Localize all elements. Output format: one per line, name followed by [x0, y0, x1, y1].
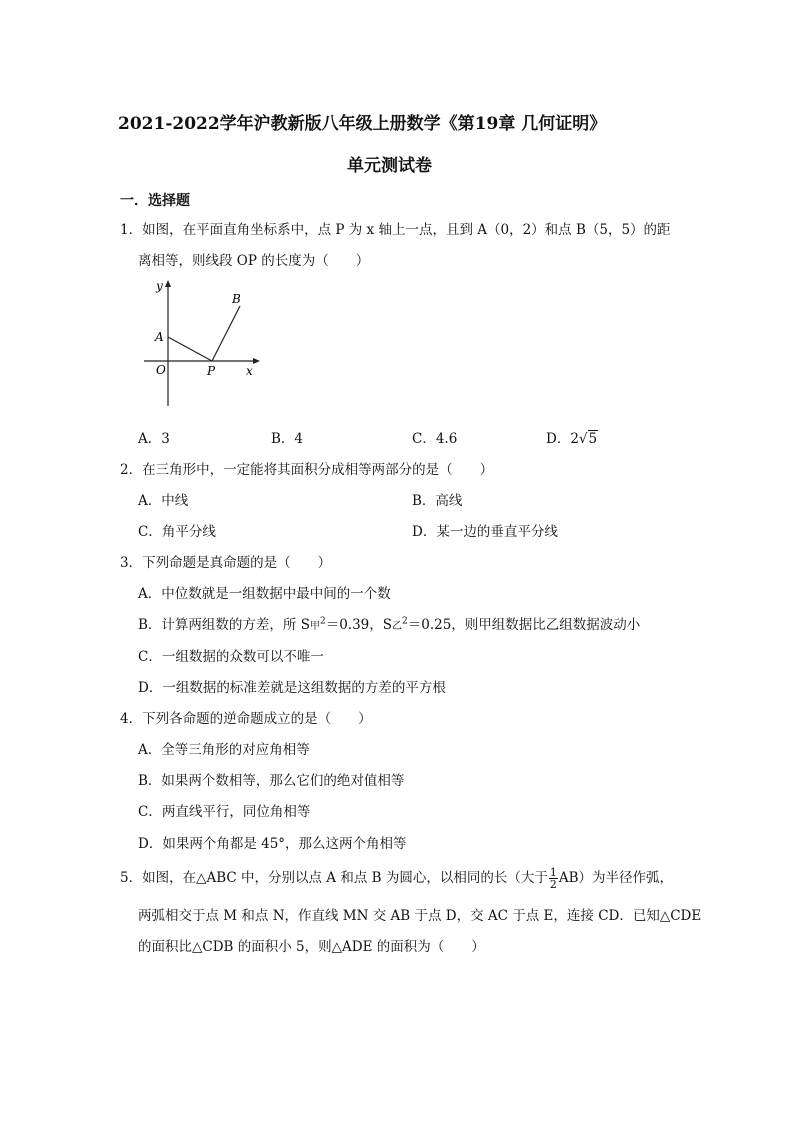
- q3-b-sub2: 乙: [392, 621, 403, 632]
- q4-option-d: D．如果两个角都是 45°，那么这两个角相等: [138, 836, 407, 852]
- q5-line1: [120, 866, 673, 890]
- q2-stem: 2．在三角形中，一定能将其面积分成相等两部分的是（ ）: [120, 462, 494, 478]
- label-a: A: [155, 330, 164, 344]
- q5-line2: 两弧相交于点 M 和点 N，作直线 MN 交 AB 于点 D，交 AC 于点 E，连接 CD．已知△CDE: [138, 908, 702, 924]
- q1-option-d-radicand: 5: [588, 431, 598, 447]
- q3-b-part2: ＝0.39，S: [325, 617, 393, 633]
- q1-stem-line1: 1．如图，在平面直角坐标系中，点 P 为 x 轴上一点，且到 A（0，2）和点 B（5，5）的距: [120, 222, 671, 238]
- half-fraction: [549, 867, 558, 890]
- label-o: O: [156, 363, 166, 377]
- q3-option-c: C．一组数据的众数可以不唯一: [138, 649, 324, 665]
- q3-b-sup1: 2: [319, 616, 326, 627]
- q1-option-d-prefix: D．2: [546, 431, 579, 447]
- q2-option-c: C．角平分线: [138, 524, 216, 540]
- doc-title-line1: 2021-2022学年沪教新版八年级上册数学《第19章 几何证明》: [118, 114, 607, 134]
- q5-line3: 的面积比△CDB 的面积小 5，则△ADE 的面积为（ ）: [138, 939, 485, 955]
- q3-option-a: A．中位数就是一组数据中最中间的一个数: [138, 586, 391, 602]
- q3-b-part3: ＝0.25，则甲组数据比乙组数据波动小: [407, 617, 641, 633]
- q5-line1-part1: 5．如图，在△ABC 中，分别以点 A 和点 B 为圆心，以相同的长（大于: [120, 870, 548, 886]
- q4-stem: 4．下列各命题的逆命题成立的是（ ）: [120, 711, 372, 727]
- q3-b-part1: B．计算两组数的方差，所 S: [138, 617, 310, 633]
- label-p: P: [207, 364, 216, 378]
- q4-option-a: A．全等三角形的对应角相等: [138, 742, 310, 758]
- section-heading: 一．选择题: [120, 193, 190, 209]
- q3-b-sub1: 甲: [309, 621, 320, 632]
- q1-coordinate-figure: [138, 278, 263, 413]
- q1-option-c: C．4.6: [412, 431, 458, 447]
- fraction-denominator: 2: [549, 878, 557, 891]
- q2-option-a: A．中线: [138, 493, 189, 509]
- q2-option-b: B．高线: [412, 493, 463, 509]
- label-b: B: [232, 292, 241, 306]
- q5-line1-part2: AB）为半径作弧，: [558, 870, 674, 886]
- label-x: x: [246, 364, 253, 378]
- doc-title-line2: 单元测试卷: [347, 156, 432, 176]
- segment-ap: [168, 337, 212, 361]
- segment-pb: [212, 306, 240, 361]
- fraction-numerator: 1: [549, 866, 557, 879]
- q4-option-b: B．如果两个数相等，那么它们的绝对值相等: [138, 773, 405, 789]
- q3-stem: 3．下列命题是真命题的是（ ）: [120, 555, 332, 571]
- q4-option-c: C．两直线平行，同位角相等: [138, 804, 311, 820]
- q1-option-d: [546, 427, 598, 447]
- q3-b-sup2: 2: [402, 616, 408, 627]
- y-axis-arrow: [165, 280, 171, 287]
- q3-option-b: [138, 613, 640, 633]
- x-axis-arrow: [253, 358, 260, 364]
- label-y: y: [156, 279, 163, 293]
- sqrt-symbol: √5: [578, 431, 598, 447]
- q1-stem-line2: 离相等，则线段 OP 的长度为（ ）: [138, 253, 370, 269]
- q2-option-d: D．某一边的垂直平分线: [412, 524, 558, 540]
- q1-option-a: A．3: [138, 431, 170, 447]
- q3-option-d: D．一组数据的标准差就是这组数据的方差的平方根: [138, 680, 446, 696]
- q1-option-b: B．4: [271, 431, 304, 447]
